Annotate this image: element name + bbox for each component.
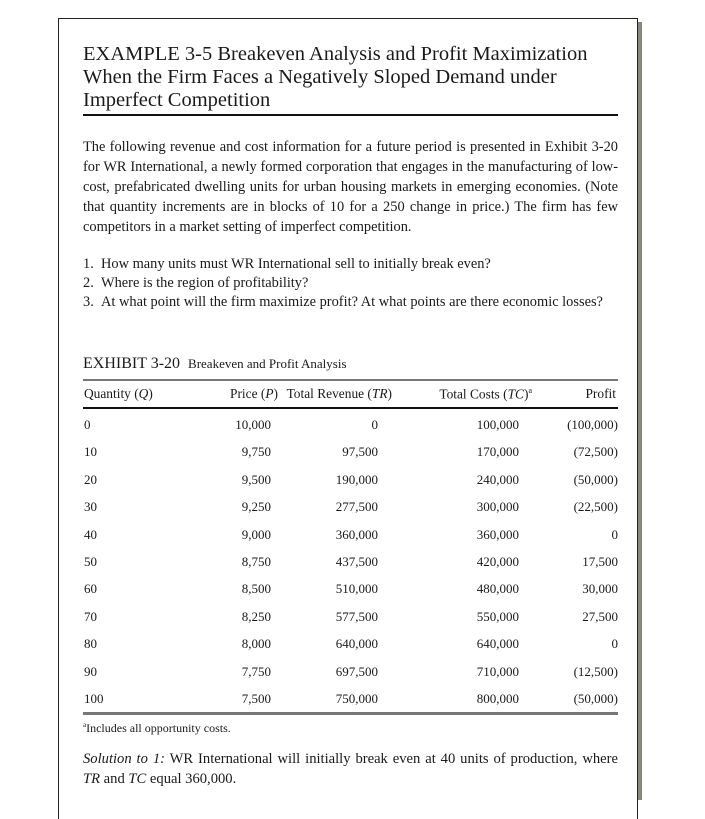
cell-total-costs: 550,000 bbox=[476, 608, 519, 624]
table-top-rule bbox=[83, 379, 618, 381]
cell-total-costs: 480,000 bbox=[476, 581, 519, 597]
table-row bbox=[83, 472, 618, 492]
cell-price: 8,750 bbox=[241, 554, 271, 569]
cell-total-revenue: 97,500 bbox=[342, 444, 378, 460]
cell-quantity: 60 bbox=[84, 581, 97, 597]
table-header bbox=[83, 386, 618, 406]
cell-price: 9,750 bbox=[241, 444, 271, 460]
cell-total-revenue: 0 bbox=[371, 417, 378, 432]
question-list bbox=[83, 255, 618, 312]
table-row bbox=[83, 636, 618, 656]
solution-text: equal 360,000. bbox=[146, 771, 237, 787]
cell-profit: 27,500 bbox=[582, 608, 618, 624]
cell-price: 9,000 bbox=[241, 526, 271, 542]
page-shadow bbox=[638, 22, 642, 800]
header-quantity: Quantity (Q) bbox=[84, 386, 153, 401]
question-item bbox=[83, 274, 618, 293]
question-item bbox=[83, 255, 618, 274]
cell-profit: (100,000) bbox=[567, 417, 618, 432]
cell-price: 7,750 bbox=[241, 663, 271, 679]
question-number: 1. bbox=[83, 256, 94, 272]
solution-label: Solution to 1: bbox=[83, 751, 165, 767]
solution-text: WR International will initially break even at 40 units of production, where bbox=[164, 751, 618, 767]
cell-profit: (12,500) bbox=[573, 663, 618, 679]
table-row bbox=[83, 554, 618, 574]
cell-quantity: 100 bbox=[84, 691, 104, 706]
example-title: EXAMPLE 3-5 Breakeven Analysis and Profit Maximization When the Firm Faces a Negatively Sloped Demand under Imperfect Competition bbox=[83, 43, 588, 111]
cell-quantity: 40 bbox=[84, 526, 97, 542]
footnote-text: Includes all opportunity costs. bbox=[86, 721, 231, 735]
cell-total-costs: 360,000 bbox=[476, 526, 519, 542]
cell-total-costs: 420,000 bbox=[476, 554, 519, 569]
intro-paragraph: The following revenue and cost information for a future period is presented in Exhibit 3-20 for WR International, a newly formed corporation that engages in the manufacturing of low-cost, prefabricated dwelling units for urban housing markets in emerging economies. (Note that quantity increments are in blocks of 10 for a 250 change in price.) The firm has few competitors in a market setting of imperfect competition. bbox=[83, 139, 618, 235]
cell-profit: 0 bbox=[611, 526, 618, 542]
cell-total-costs: 800,000 bbox=[476, 691, 519, 706]
solution-paragraph bbox=[83, 749, 618, 789]
cell-quantity: 10 bbox=[84, 444, 97, 460]
cell-quantity: 70 bbox=[84, 608, 97, 624]
cell-total-revenue: 510,000 bbox=[335, 581, 378, 597]
cell-quantity: 20 bbox=[84, 471, 97, 487]
header-total-costs: Total Costs (TC)$^a$ bbox=[439, 386, 532, 402]
title-divider bbox=[83, 114, 618, 116]
table-row bbox=[83, 417, 618, 437]
cell-price: 8,000 bbox=[241, 636, 271, 652]
cell-price: 9,250 bbox=[241, 499, 271, 515]
exhibit-title: Breakeven and Profit Analysis bbox=[188, 356, 347, 371]
question-text: At what point will the firm maximize profit? At what points are there economic losses? bbox=[101, 294, 603, 310]
document-page bbox=[58, 18, 638, 819]
cell-price: 8,500 bbox=[241, 581, 271, 597]
table-row bbox=[83, 664, 618, 684]
solution-tc: TC bbox=[128, 771, 147, 787]
header-price: Price (P) bbox=[230, 386, 278, 401]
table-row bbox=[83, 444, 618, 464]
cell-price: 7,500 bbox=[241, 691, 271, 706]
cell-total-revenue: 640,000 bbox=[335, 636, 378, 652]
cell-total-costs: 640,000 bbox=[476, 636, 519, 652]
cell-quantity: 90 bbox=[84, 663, 97, 679]
solution-tr: TR bbox=[83, 771, 101, 787]
exhibit-label: EXHIBIT 3-20 bbox=[83, 355, 181, 372]
header-profit: Profit bbox=[585, 386, 616, 401]
table-header-rule bbox=[83, 407, 618, 409]
cell-quantity: 30 bbox=[84, 499, 97, 515]
cell-total-costs: 170,000 bbox=[476, 444, 519, 460]
cell-price: 10,000 bbox=[235, 417, 271, 432]
cell-profit: 0 bbox=[611, 636, 618, 652]
cell-profit: (50,000) bbox=[573, 471, 618, 487]
cell-total-revenue: 697,500 bbox=[335, 663, 378, 679]
question-number: 2. bbox=[83, 275, 94, 291]
cell-quantity: 80 bbox=[84, 636, 97, 652]
solution-text: and bbox=[100, 771, 129, 787]
footnote-mark: a bbox=[83, 721, 87, 729]
cell-total-revenue: 360,000 bbox=[335, 526, 378, 542]
cell-total-revenue: 190,000 bbox=[335, 471, 378, 487]
cell-profit: 17,500 bbox=[582, 554, 618, 569]
table-bottom-rule bbox=[83, 712, 618, 715]
cell-profit: (50,000) bbox=[573, 691, 618, 706]
cell-quantity: 50 bbox=[84, 554, 97, 569]
cell-total-costs: 100,000 bbox=[476, 417, 519, 432]
question-text: How many units must WR International sell to initially break even? bbox=[101, 256, 491, 272]
table-row bbox=[83, 609, 618, 629]
cell-price: 9,500 bbox=[241, 471, 271, 487]
cell-total-revenue: 277,500 bbox=[335, 499, 378, 515]
cell-profit: (22,500) bbox=[573, 499, 618, 515]
exhibit-caption bbox=[83, 355, 347, 373]
header-total-revenue: Total Revenue (TR) bbox=[286, 386, 392, 401]
cell-profit: (72,500) bbox=[573, 444, 618, 460]
cell-price: 8,250 bbox=[241, 608, 271, 624]
cell-total-revenue: 437,500 bbox=[335, 554, 378, 569]
cell-total-costs: 300,000 bbox=[476, 499, 519, 515]
table-footnote bbox=[83, 721, 231, 736]
table-row bbox=[83, 581, 618, 601]
table-row bbox=[83, 499, 618, 519]
question-number: 3. bbox=[83, 294, 94, 310]
cell-profit: 30,000 bbox=[582, 581, 618, 597]
cell-total-revenue: 577,500 bbox=[335, 608, 378, 624]
question-item bbox=[83, 293, 618, 312]
cell-total-costs: 240,000 bbox=[476, 471, 519, 487]
cell-quantity: 0 bbox=[84, 417, 91, 432]
cell-total-revenue: 750,000 bbox=[335, 691, 378, 706]
cell-total-costs: 710,000 bbox=[476, 663, 519, 679]
question-text: Where is the region of profitability? bbox=[101, 275, 309, 291]
table-row bbox=[83, 691, 618, 711]
table-row bbox=[83, 527, 618, 547]
